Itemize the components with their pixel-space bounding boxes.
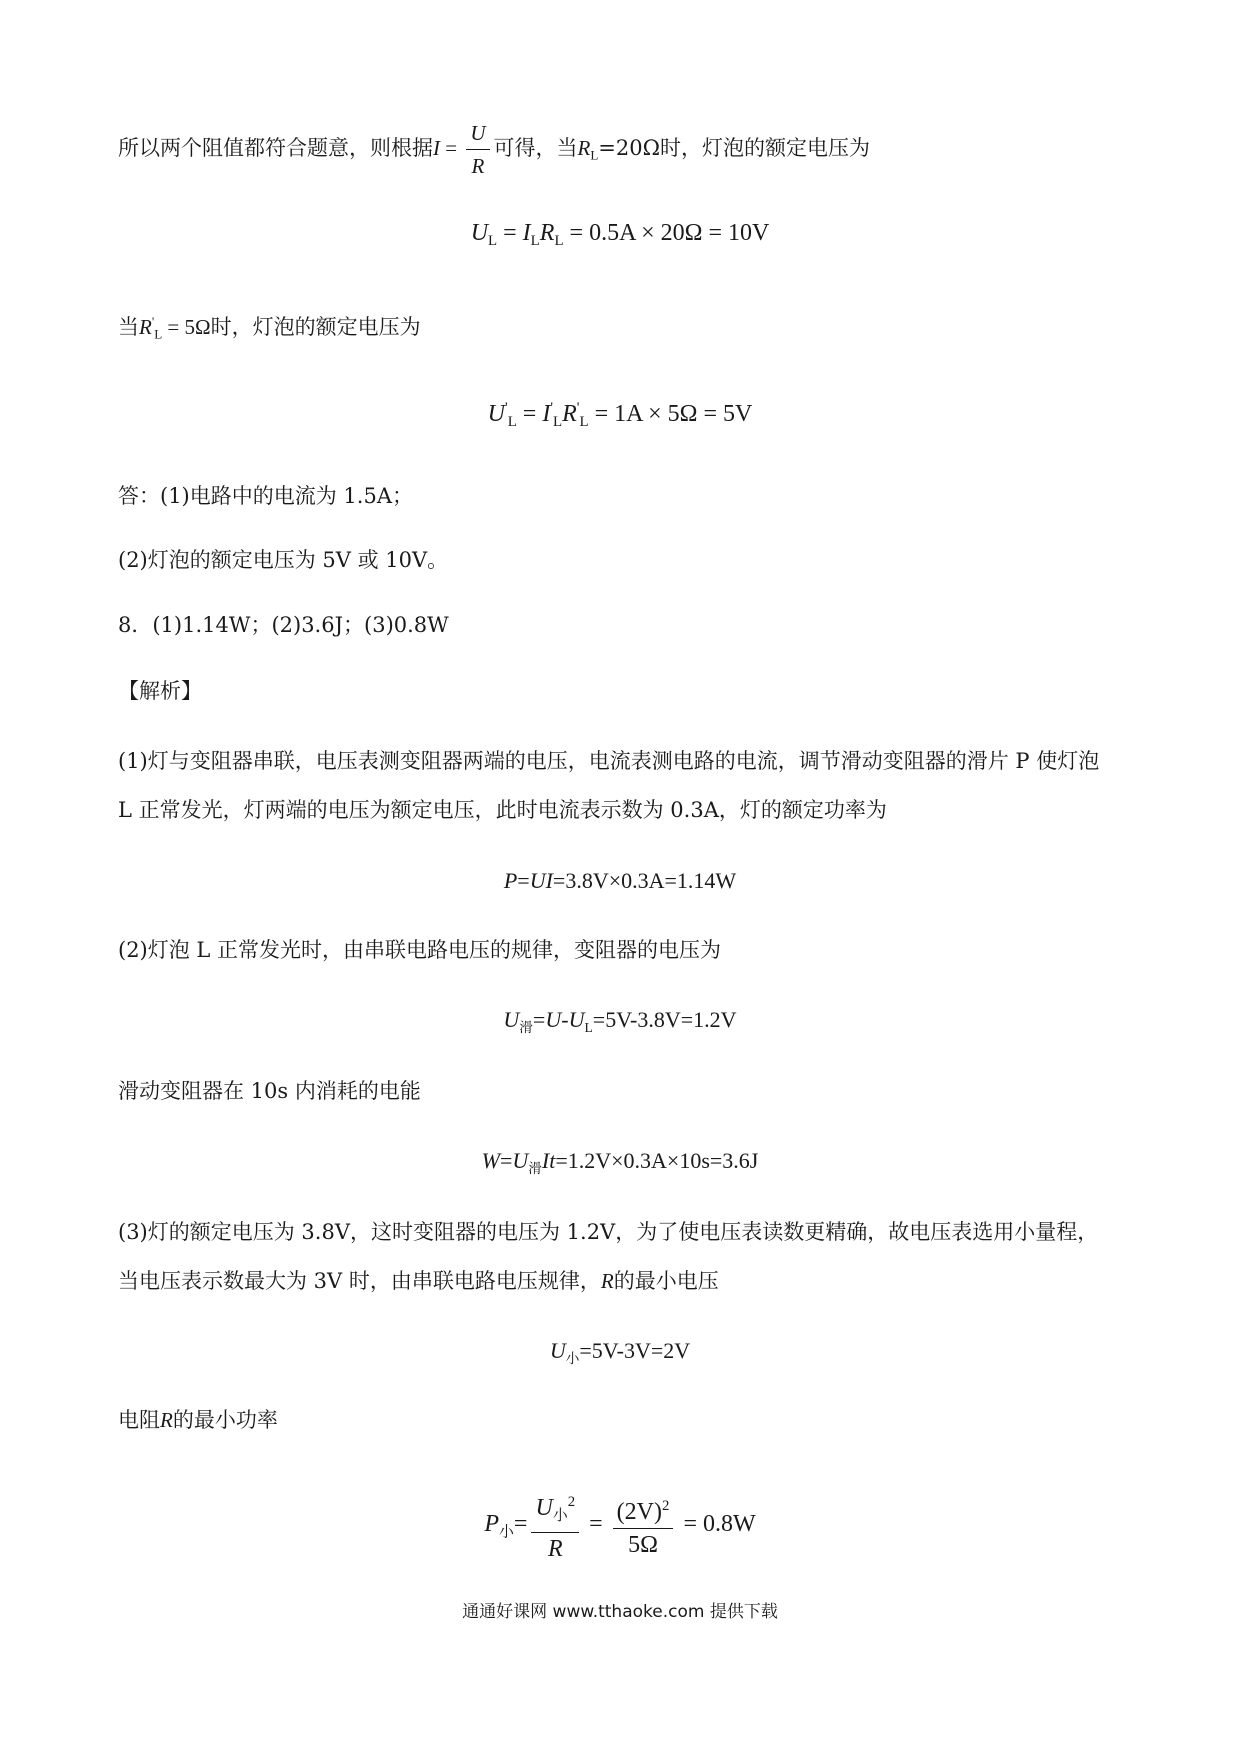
text-line-1 [118, 118, 870, 186]
paragraph-5 [118, 1405, 278, 1435]
subscript: L [154, 326, 163, 342]
equation-7 [0, 1488, 1240, 1564]
paragraph-4a: (3)灯的额定电压为 3.8V，这时变阻器的电压为 1.2V，为了使电压表读数更精确，故电压表选用小量程， [118, 1220, 1099, 1244]
subscript: 滑 [528, 1160, 542, 1176]
var: U [503, 1007, 520, 1032]
equals: = [499, 1148, 513, 1173]
question-8-answer: 8．(1)1.14W；(2)3.6J；(3)0.8W [118, 613, 449, 637]
subscript: L [530, 233, 540, 250]
var: It [541, 1148, 556, 1173]
var: W [481, 1148, 500, 1173]
subscript: L [584, 1019, 593, 1035]
subscript: L [590, 147, 599, 163]
answer-1: 答：(1)电路中的电流为 1.5A； [118, 484, 413, 508]
superscript: 2 [567, 1494, 576, 1510]
equals: = [440, 136, 463, 160]
fraction-U-over-R [466, 119, 489, 180]
text-line-2 [118, 307, 421, 349]
numerator [531, 1488, 579, 1533]
var: U [487, 400, 505, 427]
analysis-heading: 【解析】 [118, 679, 202, 703]
subscript: L [554, 233, 564, 250]
superscript: 2 [662, 1498, 670, 1515]
text: 当电压表示数最大为 3V 时，由串联电路电压规律， [118, 1269, 601, 1293]
equation-rest: = 0.8W [677, 1511, 756, 1538]
var: R [562, 400, 577, 427]
numerator: U [466, 119, 489, 150]
equation-rest: = 0.5A × 20Ω = 10V [563, 220, 770, 246]
fraction-1 [531, 1488, 579, 1563]
text: 电阻 [118, 1408, 160, 1432]
paragraph-1a: (1)灯与变阻器串联，电压表测变阻器两端的电压，电流表测电路的电流，调节滑动变阻器的滑片 P 使灯泡 [118, 749, 1100, 773]
subscript: 小 [552, 1508, 568, 1525]
prime: ' [151, 314, 155, 329]
equals: = [513, 1511, 528, 1538]
denominator: 5Ω [628, 1532, 658, 1559]
var: UI [529, 868, 553, 893]
subscript: 小 [565, 1350, 580, 1366]
var: R [539, 220, 555, 246]
var-R: R [577, 136, 591, 160]
prime: ' [576, 400, 580, 416]
equation-rest: =1.2V×0.3A×10s=3.6J [555, 1148, 759, 1173]
paragraph-2: (2)灯泡 L 正常发光时，由串联电路电压的规律，变阻器的电压为 [118, 938, 722, 962]
prime: ' [550, 400, 554, 416]
equation-5 [0, 1146, 1240, 1184]
equation-rest: =5V-3.8V=1.2V [592, 1007, 737, 1032]
var: U [549, 1338, 566, 1363]
text: 的最小电压 [613, 1269, 719, 1293]
paragraph-1b: L 正常发光，灯两端的电压为额定电压，此时电流表示数为 0.3A，灯的额定功率为 [118, 798, 887, 822]
paragraph-3: 滑动变阻器在 10s 内消耗的电能 [118, 1079, 421, 1103]
subscript: L [507, 414, 517, 431]
equals: = [583, 1511, 609, 1538]
subscript: 滑 [519, 1019, 533, 1035]
equation-6 [0, 1336, 1240, 1374]
var: R [160, 1408, 173, 1432]
paragraph-4b [118, 1266, 719, 1296]
equation-4 [0, 1005, 1240, 1043]
equation-3 [0, 866, 1240, 896]
page-footer: 通通好课网 www.tthaoke.com 提供下载 [462, 1602, 778, 1622]
subscript: L [553, 414, 563, 431]
var: U [535, 1494, 553, 1521]
prime: ' [505, 400, 508, 416]
equation-rest: =5V-3V=2V [579, 1338, 691, 1363]
value: (2V) [616, 1499, 662, 1526]
subscript: L [579, 414, 589, 431]
equation-2 [0, 393, 1240, 437]
text: 的最小功率 [172, 1408, 278, 1432]
numerator [613, 1492, 674, 1529]
text: 所以两个阻值都符合题意，则根据 [118, 136, 433, 160]
var: I [522, 220, 531, 246]
subscript: 小 [499, 1524, 514, 1541]
equals: = [497, 220, 523, 246]
var: U [470, 220, 489, 246]
equation-rest: =3.8V×0.3A=1.14W [552, 868, 737, 893]
equals: = [516, 400, 543, 427]
equals: = [532, 1007, 546, 1032]
denominator: R [471, 154, 485, 178]
subscript: L [488, 233, 498, 250]
var: I [542, 400, 551, 427]
var: U [568, 1007, 585, 1032]
var-I: I [433, 136, 440, 160]
fraction-2 [613, 1492, 674, 1559]
var: U [545, 1007, 562, 1032]
text: 可得，当 [493, 136, 578, 160]
text: 时，灯泡的额定电压为 [210, 314, 421, 339]
var: R [139, 314, 152, 339]
minus: - [561, 1007, 569, 1032]
equation-rest: = 1A × 5Ω = 5V [588, 400, 753, 427]
text: =20Ω时，灯泡的额定电压为 [598, 136, 871, 160]
var: U [512, 1148, 529, 1173]
value: = 5Ω [162, 314, 211, 339]
answer-2: (2)灯泡的额定电压为 5V 或 10V。 [118, 548, 449, 572]
denominator: R [547, 1536, 563, 1563]
var: R [600, 1269, 614, 1293]
equals: = [517, 868, 530, 893]
var: P [503, 868, 518, 893]
var: P [484, 1511, 500, 1538]
text: 当 [118, 314, 139, 339]
equation-1 [0, 218, 1240, 256]
